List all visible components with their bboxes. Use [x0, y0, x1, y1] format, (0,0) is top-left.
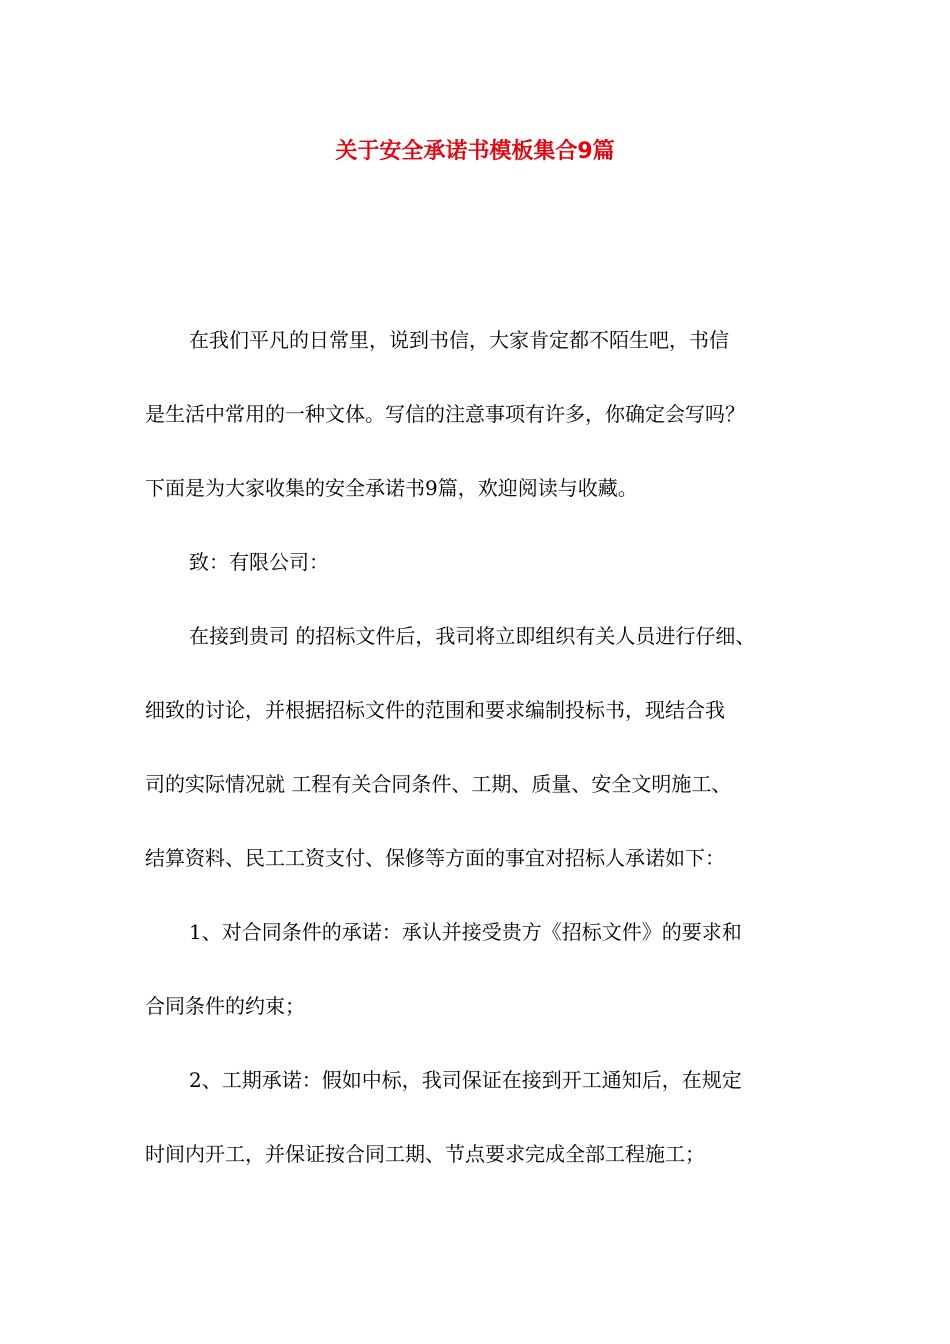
- paragraph-line: 结算资料、民工工资支付、保修等方面的事宜对招标人承诺如下：: [145, 846, 725, 870]
- paragraph-line: 在我们平凡的日常里，说到书信，大家肯定都不陌生吧，书信: [189, 328, 729, 352]
- paragraph-line: 是生活中常用的一种文体。写信的注意事项有许多，你确定会写吗？: [145, 402, 745, 426]
- list-item-line: 时间内开工，并保证按合同工期、节点要求完成全部工程施工；: [145, 1142, 705, 1166]
- salutation-line: 致：有限公司：: [189, 550, 329, 574]
- paragraph-line: 细致的讨论，并根据招标文件的范围和要求编制投标书，现结合我: [145, 698, 725, 722]
- list-item-line: 1、对合同条件的承诺：承认并接受贵方《招标文件》的要求和: [189, 920, 742, 944]
- paragraph-line: 下面是为大家收集的安全承诺书9篇，欢迎阅读与收藏。: [145, 476, 638, 500]
- paragraph-line: 在接到贵司 的招标文件后，我司将立即组织有关人员进行仔细、: [189, 624, 756, 648]
- document-title: 关于安全承诺书模板集合9篇: [335, 139, 615, 164]
- list-item-line: 2、工期承诺：假如中标，我司保证在接到开工通知后，在规定: [189, 1068, 742, 1092]
- paragraph-line: 司的实际情况就 工程有关合同条件、工期、质量、安全文明施工、: [145, 772, 732, 796]
- list-item-line: 合同条件的约束；: [145, 994, 305, 1018]
